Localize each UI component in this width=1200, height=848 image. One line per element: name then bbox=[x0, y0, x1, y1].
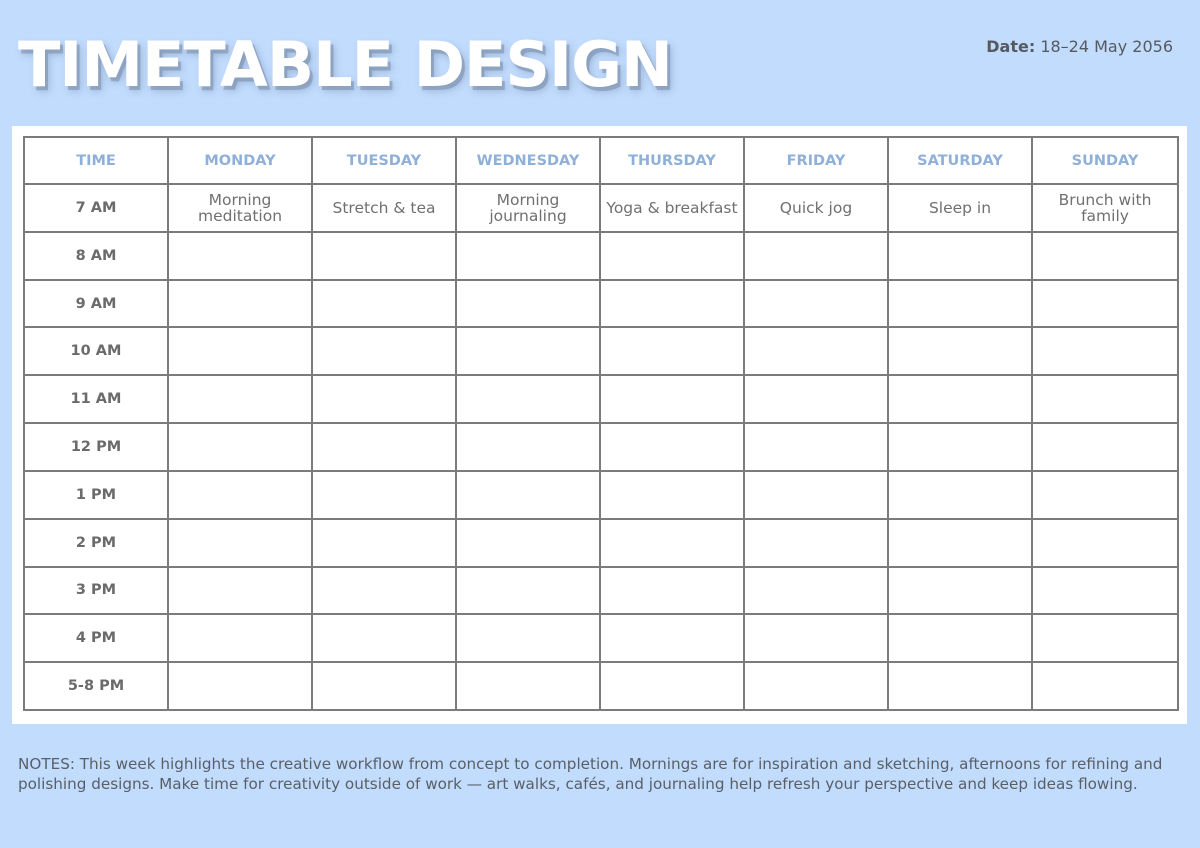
schedule-cell bbox=[312, 423, 456, 471]
schedule-cell bbox=[600, 327, 744, 375]
schedule-cell bbox=[168, 232, 312, 280]
schedule-cell bbox=[888, 232, 1032, 280]
schedule-cell bbox=[456, 567, 600, 615]
schedule-cell bbox=[456, 327, 600, 375]
schedule-cell bbox=[168, 423, 312, 471]
schedule-cell bbox=[456, 375, 600, 423]
schedule-cell bbox=[456, 232, 600, 280]
schedule-cell: Morning journaling bbox=[456, 184, 600, 232]
table-row bbox=[24, 662, 1178, 710]
table-row bbox=[24, 614, 1178, 662]
schedule-cell bbox=[168, 280, 312, 328]
time-slot-label: 12 PM bbox=[24, 423, 168, 471]
schedule-cell bbox=[1032, 375, 1178, 423]
schedule-cell bbox=[600, 614, 744, 662]
schedule-cell bbox=[456, 519, 600, 567]
timetable bbox=[23, 136, 1179, 711]
schedule-cell: Quick jog bbox=[744, 184, 888, 232]
table-row bbox=[24, 327, 1178, 375]
header-tuesday: TUESDAY bbox=[312, 137, 456, 184]
schedule-cell bbox=[168, 471, 312, 519]
timetable-body bbox=[24, 184, 1178, 710]
schedule-cell bbox=[1032, 232, 1178, 280]
schedule-cell bbox=[888, 375, 1032, 423]
header-wednesday: WEDNESDAY bbox=[456, 137, 600, 184]
header-monday: MONDAY bbox=[168, 137, 312, 184]
schedule-cell: Yoga & breakfast bbox=[600, 184, 744, 232]
schedule-cell bbox=[888, 327, 1032, 375]
schedule-cell bbox=[600, 375, 744, 423]
schedule-cell bbox=[1032, 327, 1178, 375]
schedule-cell bbox=[312, 519, 456, 567]
schedule-cell bbox=[744, 375, 888, 423]
schedule-cell bbox=[888, 614, 1032, 662]
table-row bbox=[24, 423, 1178, 471]
time-slot-label: 5-8 PM bbox=[24, 662, 168, 710]
schedule-cell bbox=[888, 567, 1032, 615]
date-label: Date: bbox=[986, 37, 1036, 56]
time-slot-label: 2 PM bbox=[24, 519, 168, 567]
schedule-cell bbox=[600, 567, 744, 615]
notes: NOTES: This week highlights the creative workflow from concept to completion. Mornings are for inspiration and sketching, afternoons for refining and polishing designs. Make time for creativity outside of work — art walks, cafés, and journaling help refresh your perspective and keep ideas flowing. bbox=[18, 755, 1163, 793]
schedule-cell bbox=[312, 327, 456, 375]
time-slot-label: 9 AM bbox=[24, 280, 168, 328]
schedule-cell bbox=[312, 280, 456, 328]
schedule-cell bbox=[312, 662, 456, 710]
schedule-cell bbox=[168, 567, 312, 615]
schedule-cell bbox=[312, 232, 456, 280]
schedule-cell: Sleep in bbox=[888, 184, 1032, 232]
schedule-cell bbox=[888, 471, 1032, 519]
schedule-cell bbox=[1032, 280, 1178, 328]
schedule-cell bbox=[456, 471, 600, 519]
schedule-cell: Morning meditation bbox=[168, 184, 312, 232]
table-row bbox=[24, 567, 1178, 615]
schedule-cell bbox=[888, 662, 1032, 710]
header-friday: FRIDAY bbox=[744, 137, 888, 184]
schedule-cell bbox=[312, 614, 456, 662]
schedule-cell bbox=[600, 423, 744, 471]
header-thursday: THURSDAY bbox=[600, 137, 744, 184]
schedule-cell bbox=[744, 232, 888, 280]
time-slot-label: 8 AM bbox=[24, 232, 168, 280]
schedule-cell bbox=[744, 567, 888, 615]
table-row bbox=[24, 375, 1178, 423]
header-sunday: SUNDAY bbox=[1032, 137, 1178, 184]
schedule-cell bbox=[168, 375, 312, 423]
table-row bbox=[24, 232, 1178, 280]
header-saturday: SATURDAY bbox=[888, 137, 1032, 184]
table-row bbox=[24, 471, 1178, 519]
table-row bbox=[24, 184, 1178, 232]
time-slot-label: 7 AM bbox=[24, 184, 168, 232]
schedule-cell bbox=[888, 280, 1032, 328]
schedule-cell bbox=[312, 471, 456, 519]
schedule-cell bbox=[888, 519, 1032, 567]
schedule-cell bbox=[888, 423, 1032, 471]
header-row bbox=[24, 137, 1178, 184]
schedule-cell bbox=[600, 519, 744, 567]
schedule-cell bbox=[744, 519, 888, 567]
schedule-cell bbox=[168, 614, 312, 662]
schedule-cell bbox=[744, 280, 888, 328]
schedule-cell bbox=[456, 280, 600, 328]
schedule-cell: Brunch with family bbox=[1032, 184, 1178, 232]
header-time: TIME bbox=[24, 137, 168, 184]
schedule-cell bbox=[456, 614, 600, 662]
schedule-cell bbox=[168, 662, 312, 710]
date-display bbox=[986, 37, 1173, 56]
schedule-cell bbox=[1032, 662, 1178, 710]
schedule-cell bbox=[744, 327, 888, 375]
schedule-cell bbox=[1032, 614, 1178, 662]
time-slot-label: 4 PM bbox=[24, 614, 168, 662]
schedule-cell bbox=[168, 519, 312, 567]
schedule-cell: Stretch & tea bbox=[312, 184, 456, 232]
schedule-cell bbox=[600, 280, 744, 328]
schedule-cell bbox=[1032, 471, 1178, 519]
time-slot-label: 10 AM bbox=[24, 327, 168, 375]
schedule-cell bbox=[312, 375, 456, 423]
table-row bbox=[24, 519, 1178, 567]
schedule-cell bbox=[312, 567, 456, 615]
schedule-cell bbox=[600, 232, 744, 280]
date-value: 18–24 May 2056 bbox=[1040, 37, 1173, 56]
schedule-cell bbox=[168, 327, 312, 375]
schedule-cell bbox=[456, 423, 600, 471]
page-title: TIMETABLE DESIGN bbox=[18, 28, 672, 101]
schedule-cell bbox=[744, 662, 888, 710]
schedule-cell bbox=[600, 471, 744, 519]
schedule-cell bbox=[1032, 567, 1178, 615]
schedule-cell bbox=[1032, 519, 1178, 567]
schedule-cell bbox=[600, 662, 744, 710]
time-slot-label: 11 AM bbox=[24, 375, 168, 423]
schedule-cell bbox=[1032, 423, 1178, 471]
table-row bbox=[24, 280, 1178, 328]
timetable-panel bbox=[12, 126, 1187, 724]
time-slot-label: 1 PM bbox=[24, 471, 168, 519]
schedule-cell bbox=[744, 614, 888, 662]
schedule-cell bbox=[744, 471, 888, 519]
schedule-cell bbox=[456, 662, 600, 710]
schedule-cell bbox=[744, 423, 888, 471]
time-slot-label: 3 PM bbox=[24, 567, 168, 615]
